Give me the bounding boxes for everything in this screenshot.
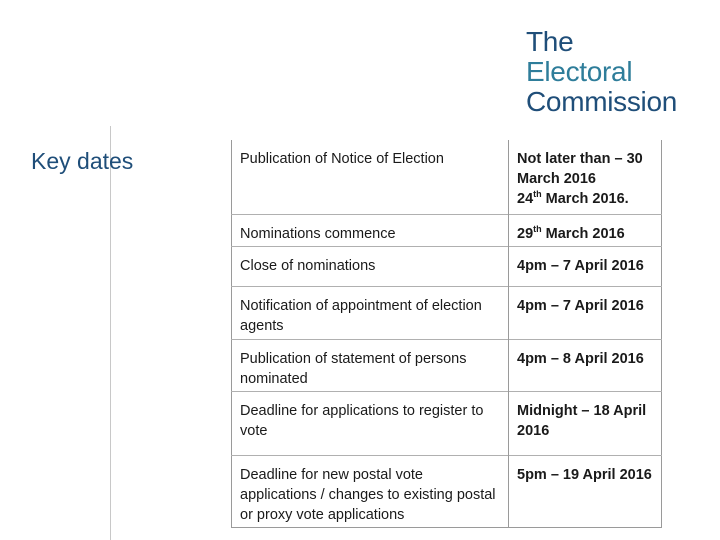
date-cell: 4pm – 7 April 2016 [517,257,644,274]
vertical-divider [110,126,111,540]
table-row [232,391,662,455]
event-cell: Deadline for new postal vote applications / changes to existing postal or proxy vote applications [232,455,509,527]
date-suffix: th [533,189,542,199]
date-rest: March 2016 [541,225,625,242]
date-rest: March 2016. [541,191,629,207]
side-title: Key dates [31,148,134,174]
date-cell [509,214,662,246]
table-row [232,246,662,286]
date-suffix: th [533,223,542,234]
table-row [232,455,662,527]
date-day: 24 [517,191,534,207]
date-text: Not later than – 30 March 2016 [517,151,643,187]
table-row [232,140,662,214]
event-cell: Nominations commence [232,214,509,246]
event-cell: Deadline for applications to register to vote [232,391,509,455]
date-day: 29 [517,225,534,242]
table-row [232,286,662,339]
date-cell: 4pm – 8 April 2016 [517,350,644,367]
key-dates-table [231,140,662,528]
date-cell: Midnight – 18 April 2016 [517,402,647,439]
event-cell: Publication of statement of persons nominated [232,339,509,391]
event-cell: Notification of appointment of election agents [232,286,509,339]
logo-line-electoral: Electoral [526,56,633,87]
logo-line-the: The [526,26,574,57]
logo-line-commission: Commission [526,86,678,117]
date-cell: 5pm – 19 April 2016 [509,455,662,527]
table-row [232,214,662,246]
table-row [232,339,662,391]
date-cell: 4pm – 7 April 2016 [517,297,644,314]
event-cell: Close of nominations [232,246,509,286]
event-cell: Publication of Notice of Election [232,140,509,214]
date-text-secondary [517,189,655,209]
electoral-commission-logo [526,27,677,117]
date-cell [509,140,662,214]
